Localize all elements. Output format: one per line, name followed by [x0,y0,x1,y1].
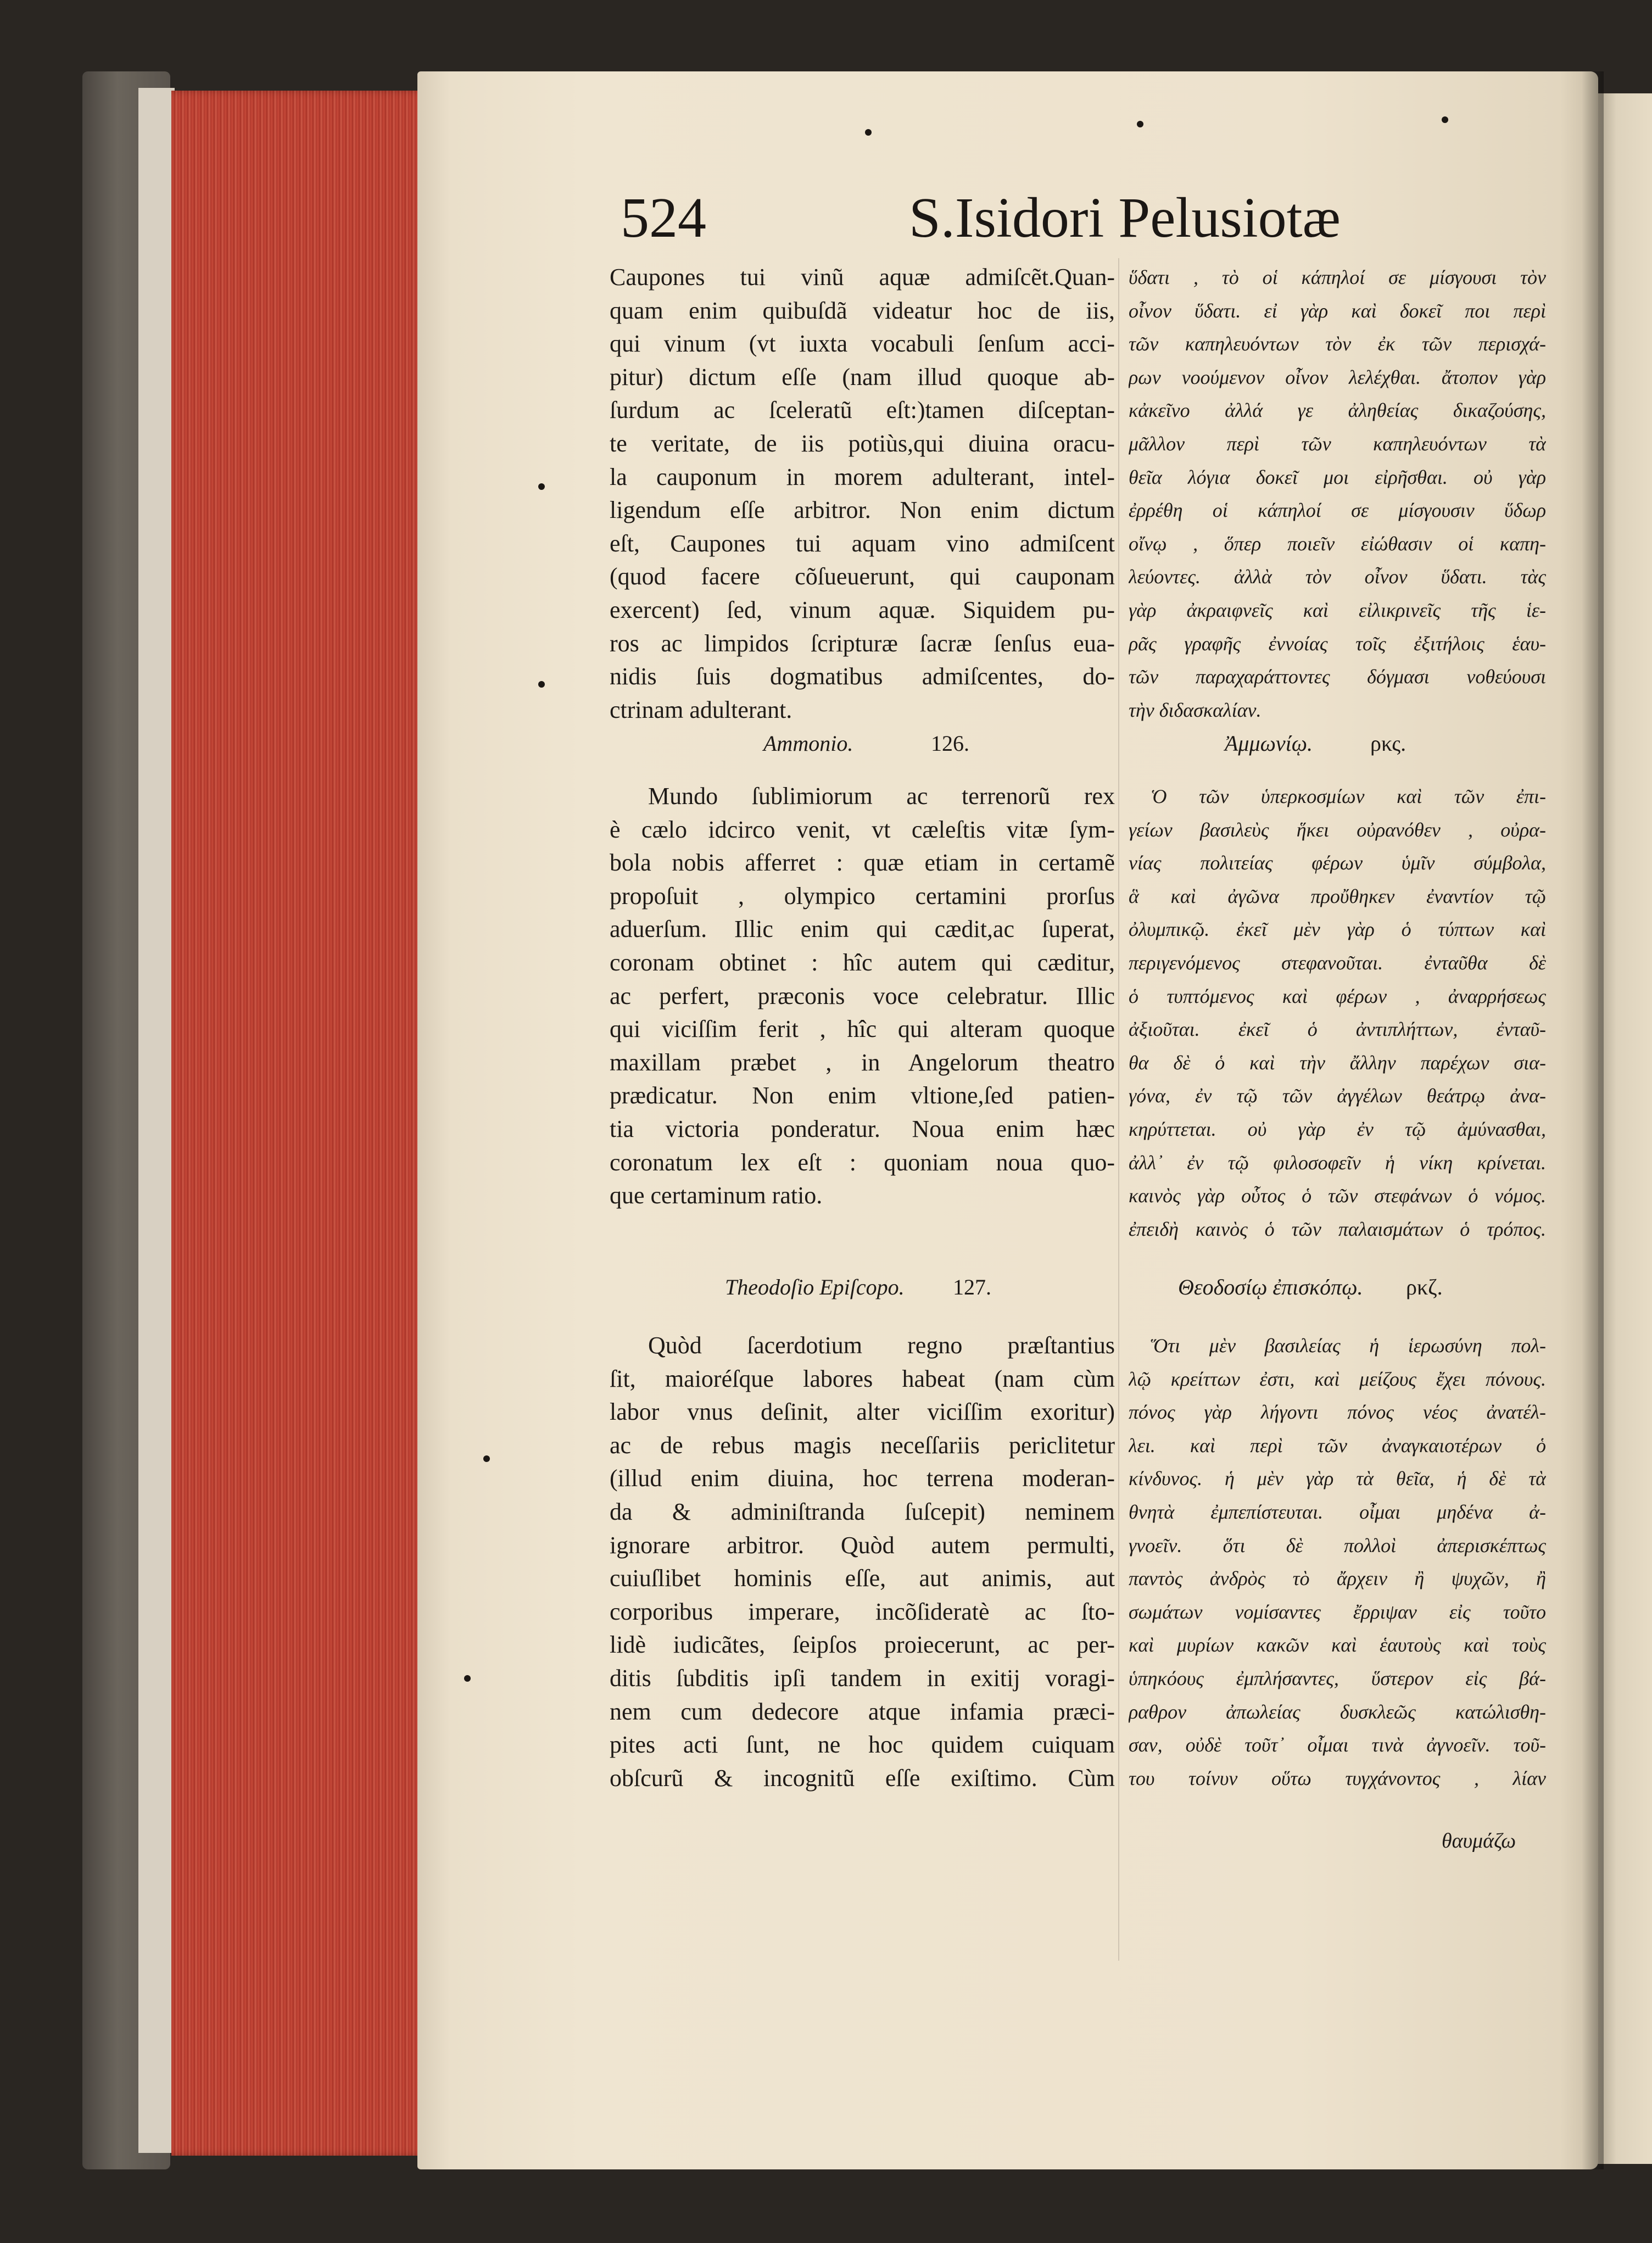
text-line: κηρύττεται. οὐ γὰρ ἐν τῷ ἀμύνασθαι, [1129,1118,1546,1140]
text-line: ἐρρέθη οἱ κάπηλοί σε μίσγουσιν ὕδωρ [1129,499,1546,522]
text-line: è cælo idcirco venit, vt cæleſtis vitæ ſym- [610,816,1115,843]
text-line: σαν, οὐδὲ τοῦτ᾽ οἶμαι τινὰ ἀγνοεῖν. τοῦ- [1129,1734,1546,1756]
text-line: σωμάτων νομίσαντες ἔρριψαν εἰς τοῦτο [1129,1600,1546,1623]
text-line: ac de rebus magis neceſſariis periclitetur [610,1431,1115,1459]
text-line: γόνα, ἐν τῷ τῶν ἀγγέλων θεάτρῳ ἀνα- [1129,1085,1546,1107]
text-line: ρων νοούμενον οἶνον λελέχθαι. ἄτοπον γὰρ [1129,366,1546,388]
text-line: ὁ τυπτόμενος καὶ φέρων , ἀναρρήσεως [1129,985,1546,1007]
running-head [621,186,1341,266]
page-number: 524 [621,186,706,249]
text-line: Quòd ſacerdotium regno præſtantius [648,1332,1115,1359]
text-line: γείων βασιλεὺς ἥκει οὐρανόθεν , οὐρα- [1129,818,1546,841]
text-line: θνητὰ ἐμπεπίστευται. οἶμαι μηδένα ἀ- [1129,1500,1546,1523]
text-line: cuiuſlibet hominis eſſe, aut animis, aut [610,1565,1115,1592]
text-line: περιγενόμενος στεφανοῦται. ἐνταῦθα δὲ [1129,951,1546,974]
text-line: ditis ſubditis ipſi tandem in exitij voragi- [610,1664,1115,1692]
text-line: coronam obtinet : hîc autem qui cæditur, [610,948,1115,976]
letter-number-latin: 127. [953,1275,991,1299]
text-line: Mundo ſublimiorum ac terrenorũ rex [648,783,1115,810]
text-line: ὑπηκόους ἐμπλήσαντες, ὕστερον εἰς βά- [1129,1667,1546,1689]
text-line: da & adminiſtranda ſuſcepit) neminem [610,1498,1115,1525]
text-line: (quod facere cõſueuerunt, qui cauponam [610,563,1115,590]
text-line: la cauponum in morem adulterant, intel- [610,463,1115,490]
text-line: παντὸς ἀνδρὸς τὸ ἄρχειν ἢ ψυχῶν, ἢ [1129,1567,1546,1590]
text-line: καινὸς γὰρ οὗτος ὁ τῶν στεφάνων ὁ νόμος. [1129,1185,1546,1207]
text-line: te veritate, de iis potiùs,qui diuina oracu- [610,429,1115,457]
text-line: τὴν διδασκαλίαν. [1129,699,1262,721]
text-line: Caupones tui vinũ aquæ admiſcẽt.Quan- [610,264,1115,291]
text-line: τῶν καπηλευόντων τὸν ἐκ τῶν περισχά- [1129,333,1546,355]
text-line: μᾶλλον περὶ τῶν καπηλευόντων τὰ [1129,432,1546,455]
text-line: qui vinum (vt iuxta vocabuli ſenſum acci- [610,330,1115,358]
catchword: θαυμάζω [1442,1829,1516,1853]
letter-heading-latin: Ammonio. [763,731,853,756]
text-line: λῷ κρείττων ἐστι, καὶ μείζους ἔχει πόνους. [1129,1368,1546,1390]
greek-section-1 [1129,261,1546,727]
text-line: labor vnus deſinit, alter viciſſim exoritur) [610,1398,1115,1426]
text-line: coronatum lex eſt : quoniam noua quo- [610,1148,1115,1176]
text-line: prædicatur. Non enim vltione,ſed patien- [610,1082,1115,1109]
text-line: τῶν παραχαράττοντες δόγμασι νοθεύουσι [1129,666,1546,688]
page-title: S.Isidori Pelusiotæ [909,186,1341,249]
text-line: ἀλλ᾽ ἐν τῷ φιλοσοφεῖν ἡ νίκη κρίνεται. [1129,1151,1546,1174]
text-line: ros ac limpidos ſcripturæ ſacræ ſenſus eua- [610,629,1115,657]
text-line: nem cum dedecore atque infamia præci- [610,1698,1115,1725]
ink-speck [538,681,545,688]
text-line: que certaminum ratio. [610,1182,823,1209]
latin-section-2 [610,780,1115,1213]
text-line: καὶ μυρίων κακῶν καὶ ἑαυτοὺς καὶ τοὺς [1129,1634,1546,1656]
ink-speck [464,1675,471,1682]
column-divider [1118,258,1119,1961]
text-line: exercent) ſed, vinum aquæ. Siquidem pu- [610,596,1115,623]
text-line: του τοίνυν οὕτω τυγχάνοντος , λίαν [1129,1767,1546,1789]
text-line: nidis ſuis dogmatibus admiſcentes, do- [610,663,1115,690]
text-line: ligendum eſſe arbitror. Non enim dictum [610,496,1115,524]
ink-speck [865,129,872,136]
text-line: ac perfert, præconis voce celebratur. Illic [610,982,1115,1009]
text-line: obſcurũ & incognitũ eſſe exiſtimo. Cùm [610,1764,1115,1792]
text-line: ctrinam adulterant. [610,696,792,723]
text-line: ἐπειδὴ καινὸς ὁ τῶν παλαισμάτων ὁ τρόπος. [1129,1218,1546,1240]
text-line: ρᾶς γραφῆς ἐννοίας τοῖς ἐξιτήλοις ἑαυ- [1129,632,1546,655]
ink-speck [1137,121,1143,127]
greek-section-3 [1129,1329,1546,1795]
text-line: γνοεῖν. ὅτι δὲ πολλοὶ ἀπερισκέπτως [1129,1534,1546,1556]
text-line: eſt, Caupones tui aquam vino admiſcent [610,529,1115,557]
text-line: νίας πολιτείας φέρων ὑμῖν σύμβολα, [1129,852,1546,874]
letter-number-greek: ρκζ. [1406,1275,1443,1299]
text-line: ἀξιοῦται. ἐκεῖ ὁ ἀντιπλήττων, ἐνταῦ- [1129,1018,1546,1041]
text-line: θεῖα λόγια δοκεῖ μοι εἰρῆσθαι. οὐ γὰρ [1129,466,1546,488]
text-line: Ὁ τῶν ὑπερκοσμίων καὶ τῶν ἐπι- [1151,785,1546,807]
text-line: λεύοντες. ἀλλὰ τὸν οἶνον ὕδατι. τὰς [1129,566,1546,588]
text-line: οἴνῳ , ὅπερ ποιεῖν εἰώθασιν οἱ καπη- [1129,532,1546,555]
text-line: ὀλυμπικῷ. ἐκεῖ μὲν γὰρ ὁ τύπτων καὶ [1129,918,1546,941]
text-line: qui viciſſim ferit , hîc qui alteram quoque [610,1016,1115,1043]
text-line: ραθρον ἀπωλείας δυσκλεῶς κατώλισθη- [1129,1700,1546,1723]
ink-speck [538,483,545,490]
text-line: οἶνον ὕδατι. εἰ γὰρ καὶ δοκεῖ ποι περὶ [1129,299,1546,322]
text-line: πόνος γὰρ λήγοντι πόνος νέος ἀνατέλ- [1129,1401,1546,1424]
greek-section-2 [1129,780,1546,1246]
latin-section-3 [610,1329,1115,1795]
text-line: propoſuit , olympico certamini prorſus [610,882,1115,910]
text-line: aduerſum. Illic enim qui cædit,ac ſuperat, [610,916,1115,943]
letter-number-latin: 126. [931,731,969,756]
text-line: pites acti ſunt, ne hoc quidem cuiquam [610,1731,1115,1759]
text-line: corporibus imperare, incõſideratè ac ſto- [610,1598,1115,1625]
text-line: ὕδατι , τὸ οἱ κάπηλοί σε μίσγουσι τὸν [1129,266,1546,288]
endpaper-strip [138,88,175,2153]
text-line: quam enim quibuſdã videatur hoc de iis, [610,297,1115,324]
latin-section-1 [610,261,1115,727]
text-line: λει. καὶ περὶ τῶν ἀναγκαιοτέρων ὁ [1129,1434,1546,1457]
text-line: γὰρ ἀκραιφνεῖς καὶ εἰλικρινεῖς τῆς ἱε- [1129,599,1546,621]
text-line: ſit, maioréſque labores habeat (nam cùm [610,1365,1115,1392]
letter-heading-greek: Θεοδοσίῳ ἐπισκόπῳ. [1178,1275,1363,1299]
text-line: Ὅτι μὲν βασιλείας ἡ ἱερωσύνη πολ- [1151,1335,1546,1357]
text-line: ignorare arbitror. Quòd autem permulti, [610,1531,1115,1559]
text-line: ſurdum ac ſceleratũ eſt:)tamen diſceptan- [610,397,1115,424]
text-line: θα δὲ ὁ καὶ τὴν ἄλλην παρέχων σια- [1129,1051,1546,1074]
text-line: bola nobis afferret : quæ etiam in certamẽ [610,849,1115,877]
text-line: tia victoria ponderatur. Noua enim hæc [610,1115,1115,1142]
text-line: (illud enim diuina, hoc terrena moderan- [610,1465,1115,1492]
text-line: ἃ καὶ ἀγῶνα προὔθηκεν ἐναντίον τῷ [1129,885,1546,907]
letter-number-greek: ρκς. [1370,731,1407,756]
text-line: κίνδυνος. ἡ μὲν γὰρ τὰ θεῖα, ἡ δὲ τὰ [1129,1468,1546,1490]
text-line: pitur) dictum eſſe (nam illud quoque ab- [610,363,1115,390]
letter-heading-latin: Theodoſio Epiſcopo. [725,1275,905,1299]
ink-speck [483,1455,490,1462]
text-line: maxillam præbet , in Angelorum theatro [610,1048,1115,1076]
red-fore-edge [171,91,427,2156]
ink-speck [1442,116,1448,123]
text-line: κἀκεῖνο ἀλλά γε ἀληθείας δικαζούσης, [1129,399,1546,422]
gutter-shadow [1582,71,1604,2169]
letter-heading-greek: Ἀμμωνίῳ. [1225,731,1313,756]
text-line: lidè iudicãtes, ſeipſos proiecerunt, ac per- [610,1631,1115,1659]
